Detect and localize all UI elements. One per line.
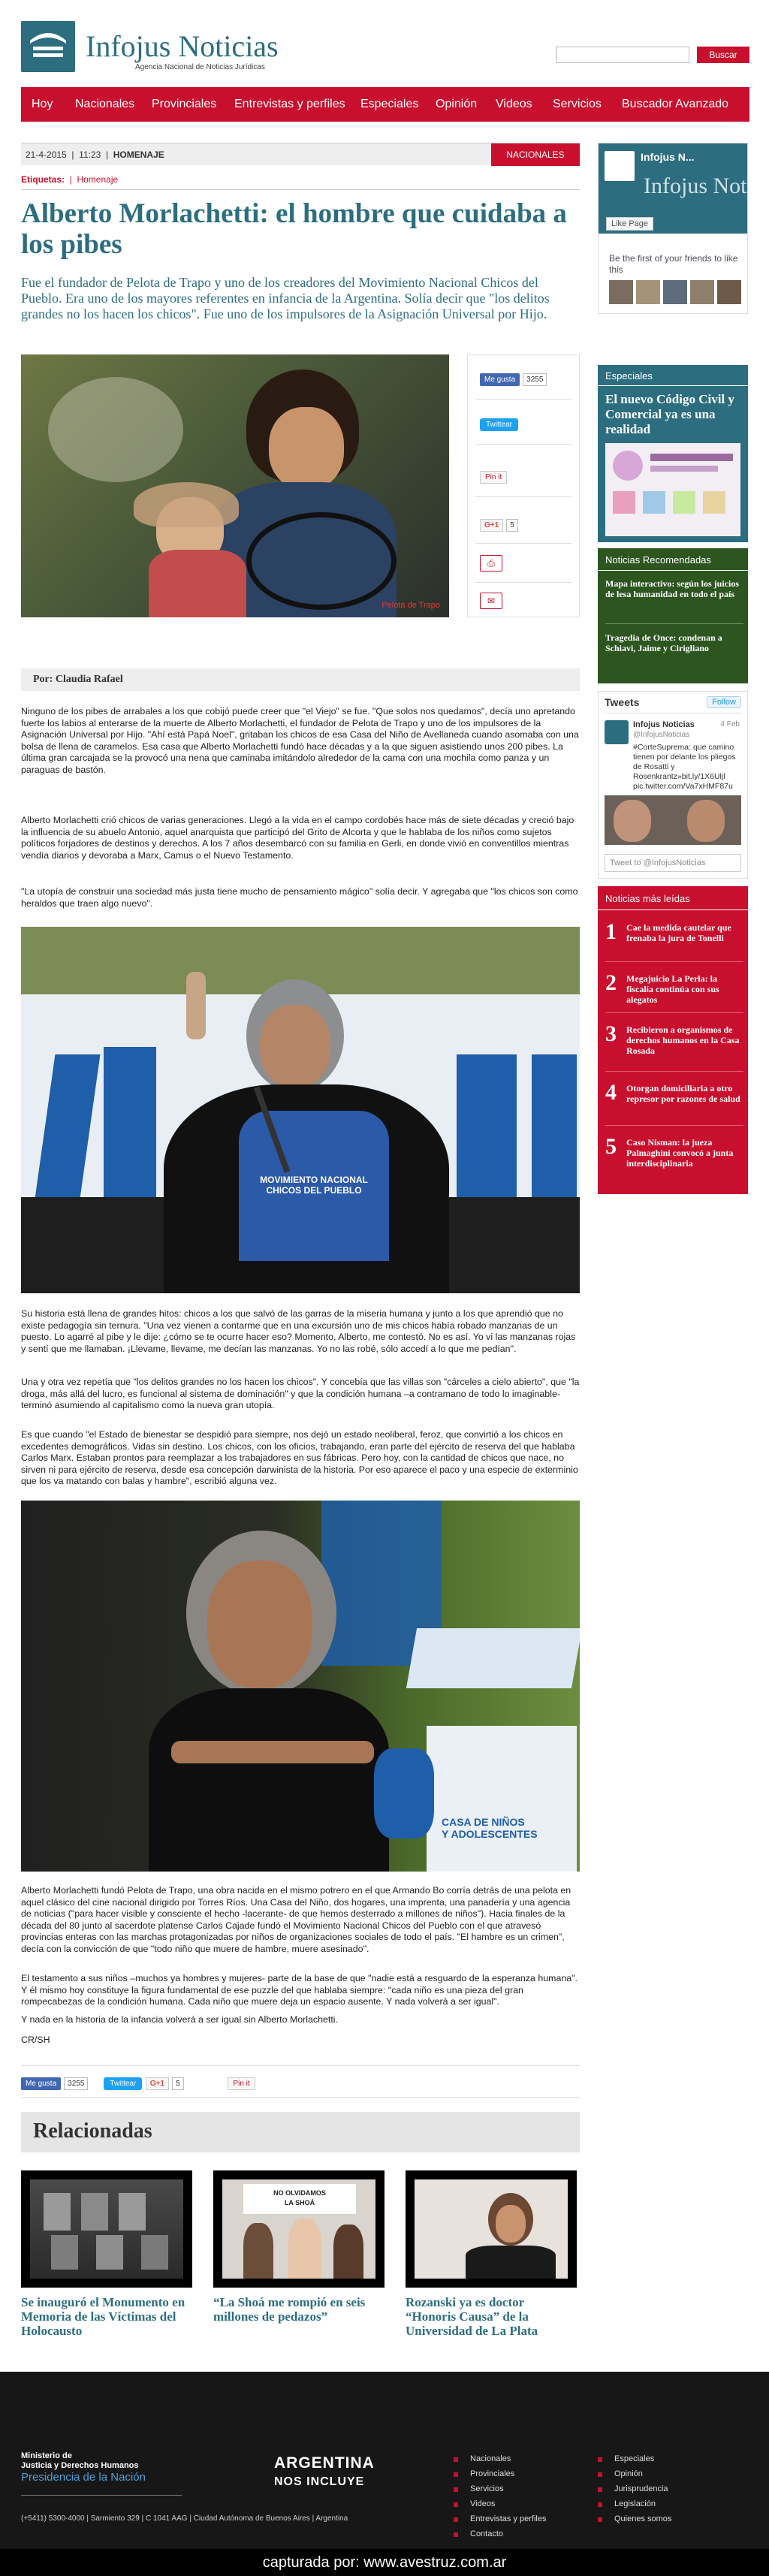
footer-link[interactable]: Legislación <box>614 2499 656 2508</box>
article-meta: 21-4-2015 | 11:23 | HOMENAJE NACIONALES <box>21 143 580 165</box>
gplus-count-bottom: 5 <box>172 2077 184 2090</box>
paragraph: Alberto Morlachetti fundó Pelota de Trapo, una obra nacida en el mismo potrero en el que Armando Bo corría detrás de una pelota en aquel clásico del cine nacional dirigido por Torres Ríos. Una Casa del Niño, dos hogares, una imprenta, una panadería y una agencia de noticias ("para hacer visible y consciente el hecho -lacerante- de que hemos desterrado a millones de niños"). Hacia finales de la década del 80 junto al sacerdote platense Carlos Cajade fundó el Movimiento Nacional Chicos del Pueblo con el que atravesó provincias enteras con las marchas protagonizadas por niños de organizaciones sociales de todo el país. "El hambre es un crimen", decía con la convicción de que "todo niño que muere de hambre, muere asesinado". <box>21 1885 571 1954</box>
especiales-widget <box>598 365 748 542</box>
tweets-header: Tweets <box>605 696 640 708</box>
tweet-compose-input[interactable]: Tweet to @InfojusNoticias <box>605 854 741 872</box>
related-thumbnail[interactable] <box>21 2170 192 2288</box>
mas-leida-item[interactable]: Recibieron a organismos de derechos humanos en la Casa Rosada <box>626 1024 740 1056</box>
footer-link[interactable]: Entrevistas y perfiles <box>470 2514 547 2523</box>
email-icon[interactable]: ✉ <box>480 593 502 609</box>
argentina-logo[interactable]: ARGENTINA <box>274 2454 375 2472</box>
sign-text: CASA DE NIÑOS Y ADOLESCENTES <box>442 1816 538 1840</box>
tweet-user[interactable]: Infojus Noticias <box>633 720 695 729</box>
tag-link[interactable]: Homenaje <box>77 174 119 185</box>
recomendadas-header: Noticias Recomendadas <box>598 548 748 571</box>
paragraph: Alberto Morlachetti crió chicos de varias generaciones. Llegó a la vida en el campo cordobés hace más de siete décadas y creció bajo la influencia de su abuelo Antonio, aquel anarquista que participó del Grito de Alcorta y que le hablaba de los niños como sujetos políticos forjadores de destinos y derechos. A los 7 años desembarcó con su familia en Gerli, en donde vivió en conventillos mientras vendía diarios y devoraba a Marx, Camus o el Nuevo Testamento. <box>21 815 574 861</box>
rank-number: 3 <box>605 1021 617 1046</box>
paragraph: Y nada en la historia de la infancia volverá a ser igual sin Alberto Morlachetti. <box>21 2014 338 2025</box>
pinterest-button[interactable]: Pin it <box>480 471 507 484</box>
rank-number: 5 <box>605 1134 617 1159</box>
recomendada-item[interactable]: Mapa interactivo: según los juicios de lesa humanidad en todo el país <box>605 578 739 599</box>
footer-divider <box>21 2495 182 2496</box>
article-photo-2 <box>21 927 580 1293</box>
related-heading: Relacionadas <box>21 2112 580 2152</box>
nav-item-provinciales[interactable]: Provinciales <box>152 98 217 110</box>
rank-number: 1 <box>605 919 617 944</box>
article-photo-3 <box>21 1501 580 1872</box>
paragraph: Su historia está llena de grandes hitos: chicos a los que salvó de las garras de la miseria humana y junto a los que aprendió que no existe pedagogía sin ternura. "Una vez vienen a contarme que en una excursión uno de mis chicos había robado manzanas de un puesto. Lo agarré al pibe y le dije: ¿cómo se te ocurre hacer eso? Momento, Alberto, me contestó. No es así. Yo vi las manzanas rojas y sentí que me llamaban. ¡Llevame, llevame, me decían las manzanas. Yo no las robé, sólo accedí a lo que me pedían". <box>21 1308 576 1354</box>
footer-link[interactable]: Videos <box>470 2499 496 2508</box>
divider <box>21 2065 580 2066</box>
especiales-header: Especiales <box>598 365 748 386</box>
ministry-logo[interactable]: Ministerio de Justicia y Derechos Humanos <box>21 2451 139 2470</box>
site-header <box>21 17 749 77</box>
twitter-avatar-icon[interactable] <box>605 720 629 744</box>
divider <box>21 189 580 190</box>
footer-link[interactable]: Opinión <box>614 2469 643 2478</box>
twitter-follow-button[interactable]: Follow <box>707 696 741 708</box>
paragraph: Es que cuando "el Estado de bienestar se despidió para siempre, nos dejó un estado neoliberal, feroz, que convirtió a los chicos en excedentes demográficos. Vidas sin destino. Los chicos, con los oficios, trabajando, eran parte del ejército de reserva del que hablaba Carlos Marx. Estaban prontos para reemplazar a los trabajadores en sus fábricas. Pero hoy, con la cantidad de chicos que nace, no sirven ni para ejército de reserva, desde esa concepción darwinista de la historia. Por eso aparece el paco y una especie de exterminio que los va matando con balas y hambre", escribió alguna vez. <box>21 1429 578 1486</box>
footer-link[interactable]: Nacionales <box>470 2454 511 2463</box>
share-panel <box>467 354 580 617</box>
mas-leida-item[interactable]: Caso Nisman: la jueza Palmaghini convocó a junta interdisciplinaria <box>626 1137 734 1169</box>
footer-link[interactable]: Servicios <box>470 2484 504 2493</box>
paragraph: Una y otra vez repetía que "los delitos grandes no los hacen los chicos". Y concebía que las villas son "cárceles a cielo abierto", que "la droga, más allá del lucro, es funcional al sistema de dominación" y que la condición humana –a contramano de todo lo imaginable- terminó asumiendo al capitalismo como la nueva gran utopía. <box>21 1377 580 1410</box>
footer-link[interactable]: Quienes somos <box>614 2514 672 2523</box>
related-item[interactable] <box>21 2170 192 2338</box>
facebook-widget <box>598 143 748 314</box>
related-item[interactable] <box>406 2170 577 2338</box>
footer-link[interactable]: Provinciales <box>470 2469 515 2478</box>
facebook-like-button-bottom[interactable]: Me gusta <box>21 2077 61 2090</box>
main-nav <box>21 87 749 122</box>
tags-label: Etiquetas: <box>21 174 65 185</box>
article-kicker: HOMENAJE <box>113 149 164 160</box>
logo-tagline: Agencia Nacional de Noticias Jurídicas <box>135 63 265 71</box>
gplus-button-bottom[interactable]: G+1 <box>146 2077 169 2090</box>
fb-friend-avatars <box>609 280 741 304</box>
article-date: 21-4-2015 <box>26 149 67 160</box>
nav-item-especiales[interactable]: Especiales <box>360 98 419 110</box>
article-time: 11:23 <box>79 149 101 160</box>
related-item[interactable] <box>213 2170 384 2324</box>
gplus-button[interactable]: G+1 <box>480 519 503 532</box>
twitter-widget <box>598 691 748 879</box>
mas-leida-item[interactable]: Otorgan domiciliaria a otro represor por razones de salud <box>626 1083 740 1104</box>
footer-address: (+5411) 5300-4000 | Sarmiento 329 | C 1041 AAG | Ciudad Autónoma de Buenos Aires | Argentina <box>21 2514 348 2523</box>
facebook-like-button[interactable]: Me gusta <box>480 373 520 386</box>
rank-number: 2 <box>605 970 617 995</box>
gplus-count: 5 <box>506 519 518 532</box>
twitter-button-bottom[interactable]: Twittear <box>104 2077 142 2090</box>
site-footer <box>0 2372 769 2576</box>
recomendadas-widget <box>598 548 748 683</box>
mas-leida-item[interactable]: Megajuicio La Perla: la fiscalía continúa con sus alegatos <box>626 973 719 1005</box>
related-thumbnail[interactable] <box>406 2170 577 2288</box>
logo-wordmark[interactable]: Infojus Noticias <box>86 29 279 63</box>
fb-banner-text: Infojus Not <box>644 173 747 198</box>
search-input[interactable] <box>556 47 689 63</box>
fb-page-logo-icon[interactable] <box>605 151 635 181</box>
facebook-count-bottom: 3255 <box>64 2077 88 2090</box>
paragraph: Ninguno de los pibes de arrabales a los que cobijó puede creer que "el Viejo" se fue. "Que solos nos quedamos", decía uno apretando fuerte los labios al enterarse de la muerte de Alberto Morlachetti, el fundador de Pelota de Trapo y uno de los impulsores de la Asignación Universal por Hijo. "Ahí está Papá Noel", gritaban los chicos de esa Casa del Niño de Avellaneda cuando asomaba con una bolsa de llena de caramelos. Esa casa que Alberto Morlachetti fundó hace décadas y a la que siguen asistiendo unos 200 pibes. La última gran carcajada se la provocó una nena que caminaba imitándolo alrededor de la cama con una mochila como panza y un paraguas de bastón. <box>21 706 579 775</box>
recomendada-item[interactable]: Tragedia de Once: condenan a Schiavi, Jaime y Cirigliano <box>605 632 722 653</box>
footer-link[interactable]: Contacto <box>470 2529 504 2538</box>
related-title[interactable]: “La Shoá me rompió en seis millones de pedazos” <box>213 2295 366 2324</box>
capture-watermark: capturada por: www.avestruz.com.ar <box>0 2549 769 2576</box>
nav-item-buscador[interactable]: Buscador Avanzado <box>622 98 729 110</box>
related-thumbnail[interactable]: NO OLVIDAMOS LA SHOÁ <box>213 2170 384 2288</box>
fb-friends-text: Be the first of your friends to like this <box>609 253 738 275</box>
mas-leidas-header: Noticias más leídas <box>598 886 748 910</box>
nav-item-hoy[interactable]: Hoy <box>32 98 53 110</box>
tweet-image[interactable] <box>605 795 741 845</box>
paragraph-signature: CR/SH <box>21 2035 50 2045</box>
author-byline: Por: Claudia Rafael <box>21 668 580 691</box>
tweet-handle[interactable]: @InfojusNoticias <box>633 731 690 739</box>
presidencia-logo[interactable]: Presidencia de la Nación <box>21 2471 146 2484</box>
paragraph: "La utopía de construir una sociedad más justa tiene mucho de pensamiento mágico" solía decir. Y agregaba que "los chicos son como heraldos que traen algo nuevo". <box>21 886 578 909</box>
article-title: Alberto Morlachetti: el hombre que cuidaba a los pibes <box>21 198 567 260</box>
photo-credit: Pelota de Trapo <box>381 601 440 610</box>
nav-item-nacionales[interactable]: Nacionales <box>75 98 135 110</box>
related-title[interactable]: Se inauguró el Monumento en Memoria de las Víctimas del Holocausto <box>21 2295 185 2338</box>
nav-item-servicios[interactable]: Servicios <box>553 98 602 110</box>
especiales-title[interactable]: El nuevo Código Civil y Comercial ya es una realidad <box>605 392 734 436</box>
print-icon[interactable]: ⎙ <box>480 555 502 572</box>
argentina-logo-sub: NOS INCLUYE <box>274 2475 365 2488</box>
share-bar <box>21 2076 255 2090</box>
logo-icon[interactable] <box>21 21 75 72</box>
nav-item-videos[interactable]: Videos <box>496 98 532 110</box>
rank-number: 4 <box>605 1080 617 1105</box>
fb-like-page-button[interactable]: Like Page <box>606 217 653 231</box>
article-lead: Fue el fundador de Pelota de Trapo y uno de los creadores del Movimiento Nacional Chicos del Pueblo. Era uno de los mayores referentes en infancia de la Argentina. Solía decir que "los delitos grandes no los hacen los chicos". Fue uno de los impulsores de la Asignación Universal por Hijo. <box>21 275 550 321</box>
nav-item-entrevistas[interactable]: Entrevistas y perfiles <box>234 98 345 110</box>
facebook-count: 3255 <box>523 373 547 386</box>
mas-leidas-widget <box>598 886 748 1194</box>
paragraph: El testamento a sus niños –muchos ya hombres y mujeres- parte de la base de que "nadie está a resguardo de la esperanza humana". Y él mismo hoy constituye la figura fundamental de ese puzzle del que hablaba siempre: "cada niño es una pieza del gran rompecabezas de la condición humana. Cada niño que muere deja un espacio ausente. Y nada volverá a ser igual". <box>21 1973 578 2007</box>
especiales-image[interactable] <box>605 443 740 536</box>
related-title[interactable]: Rozanski ya es doctor “Honoris Causa” de la Universidad de La Plata <box>406 2295 538 2338</box>
tweet-text: #CorteSuprema: que camino tienen por delante los pliegos de Rosatti y Rosenkrantz»bit.ly/1X6Uljl pic.twitter.com/Va7xHMF87u <box>633 743 736 791</box>
search-button[interactable]: Buscar <box>697 47 749 63</box>
mas-leida-item[interactable]: Cae la medida cautelar que frenaba la jura de Tonelli <box>626 922 731 943</box>
divider <box>21 2097 580 2098</box>
pinterest-button-bottom[interactable]: Pin it <box>228 2077 255 2090</box>
footer-link[interactable]: Jurisprudencia <box>614 2484 668 2493</box>
section-badge[interactable]: NACIONALES <box>491 143 580 166</box>
main-photo <box>21 354 449 617</box>
fb-page-name[interactable]: Infojus N... <box>641 151 695 163</box>
nav-item-opinion[interactable]: Opinión <box>436 98 478 110</box>
vest-text: MOVIMIENTO NACIONAL CHICOS DEL PUEBLO <box>260 1175 368 1196</box>
tweet-date[interactable]: 4 Feb <box>720 720 740 728</box>
footer-link[interactable]: Especiales <box>614 2454 655 2463</box>
twitter-button[interactable]: Twittear <box>480 418 518 431</box>
tags: Etiquetas: | Homenaje <box>21 174 119 185</box>
